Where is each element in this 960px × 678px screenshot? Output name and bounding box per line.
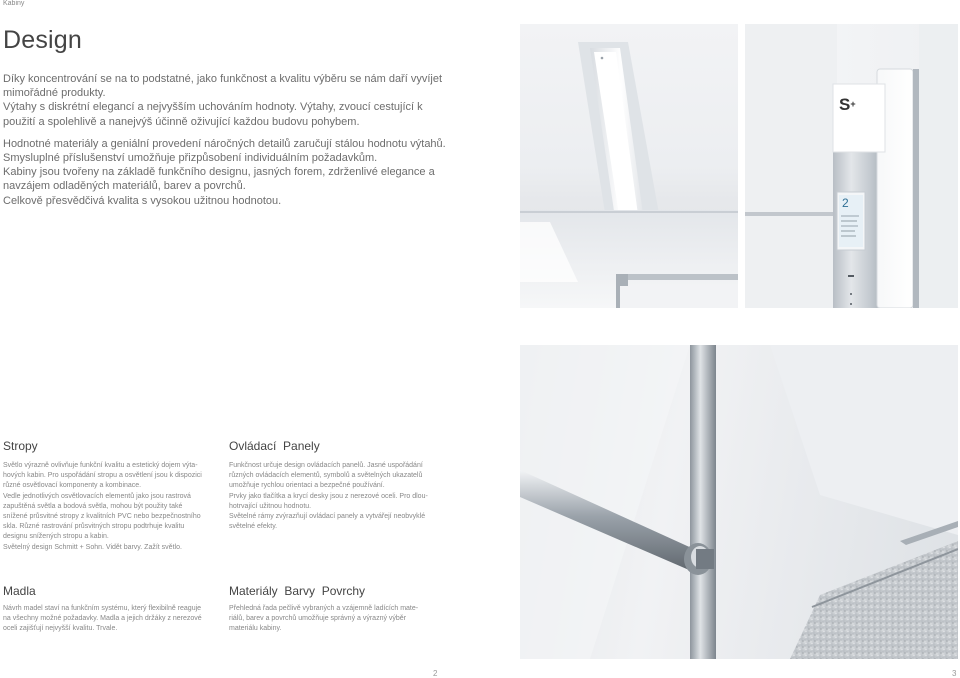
body-line: na všechny možné požadavky. Madla a jejich držáky z nerezové [3,615,202,623]
body-line: Světelný design Schmitt + Sohn. Vidět barvy. Zažít světlo. [3,543,182,551]
ceiling-light-photo [520,24,738,308]
control-panel-photo [745,24,958,308]
body-line: Prvky jako tlačítka a krycí desky jsou z nerezové oceli. Pro dlou- [229,492,428,500]
section-body-stropy [3,461,223,553]
handrail-photo [520,345,958,659]
section-title-materialy: Materiály Barvy Povrchy [229,584,366,598]
body-line: různé osvětlovací komponenty a kombinace. [3,482,142,490]
intro-paragraph: Celkově přesvědčivá kvalita s vysokou užitnou hodnotou. [3,194,282,207]
body-line: zapuštěná světla a bodová světla, mohou být použity také [3,502,183,510]
panel-logo-letter: S [839,95,851,114]
intro-paragraph: Díky koncentrování se na to podstatné, jako funkčnost a kvalitu výběru se nám daří vyvíjet mimořádné produkty. [3,73,443,100]
section-body-materialy [229,604,454,635]
header-label: Kabiny [3,0,25,7]
section-title-ovladaci-panely: Ovládací Panely [229,439,320,453]
body-line: umožňuje rychlou orientaci a bezpečné používání. [229,482,385,490]
body-line: Funkčnost určuje design ovládacích panelů. Jasné uspořádání [229,462,423,469]
body-line: Přehledná řada pečlivě vybraných a vzájemně ladících mate- [229,605,419,612]
body-line: různých ovládacích elementů, symbolů a světelných ukazatelů [229,472,423,480]
handrail-illustration [520,345,958,659]
panel-logo [839,96,856,113]
section-title-madla: Madla [3,584,36,598]
section-body-ovladaci-panely [229,461,454,532]
section-title-stropy: Stropy [3,439,38,453]
body-line: světelné efekty. [229,523,278,531]
panel-logo-plus: + [850,99,856,109]
page-number-right: 3 [952,669,957,678]
body-line: Návrh madel staví na funkčním systému, který flexibilně reaguje [3,605,202,612]
design-title: Design [3,26,83,54]
page-number-left: 2 [433,669,438,678]
body-line: Světlo výrazně ovlivňuje funkční kvalitu a estetický dojem výta- [3,462,198,469]
ceiling-light-illustration [520,24,738,308]
control-panel-illustration [745,24,958,308]
body-line: skla. Různé rastrování průsvitných stropu podtrhuje kvalitu [3,523,185,531]
panel-floor-number: 2 [842,196,849,210]
intro-paragraph: Výtahy s diskrétní elegancí a nejvyšším uchováním hodnoty. Výtahy, zvoucí cestující k použití a spolehlivě a nanejvýš účinně oživující každou budovu pohybem. [3,101,423,128]
body-line: snížené průsvitné stropy z kvalitních PVC nebo bezpečnostního [3,513,201,521]
design-intro [3,72,448,208]
intro-paragraph: Hodnotné materiály a geniální provedení náročných detailů zaručují stálou hodnotu výtahů. [3,137,446,150]
body-line: hotrvající užitnou hodnotu. [229,502,312,510]
body-line: materiálu kabiny. [229,625,282,633]
body-line: riálů, barev a povrchů umožňuje správný a výrazný výběr [229,615,407,623]
body-line: hových kabin. Pro uspořádání stropu a osvětlení jsou k dispozici [3,472,202,480]
body-line: oceli zajišťují nejvyšší kvalitu. Trvale. [3,625,118,633]
body-line: designu snížených stropu a kabin. [3,533,109,541]
section-body-madla [3,604,228,635]
intro-paragraph: Kabiny jsou tvořeny na základě funkčního designu, jasných forem, zdrženlivé elegance a navzájem odladěných materiálů, barev a povrchů. [3,166,435,193]
intro-paragraph: Smysluplné příslušenství umožňuje přizpůsobení individuálním požadavkům. [3,152,378,165]
body-line: Světelné rámy zvýrazňují ovládací panely a vytvářejí neobvyklé [229,513,426,521]
body-line: Vedle jednotlivých osvětlovacích elementů jako jsou rastrová [3,492,191,500]
